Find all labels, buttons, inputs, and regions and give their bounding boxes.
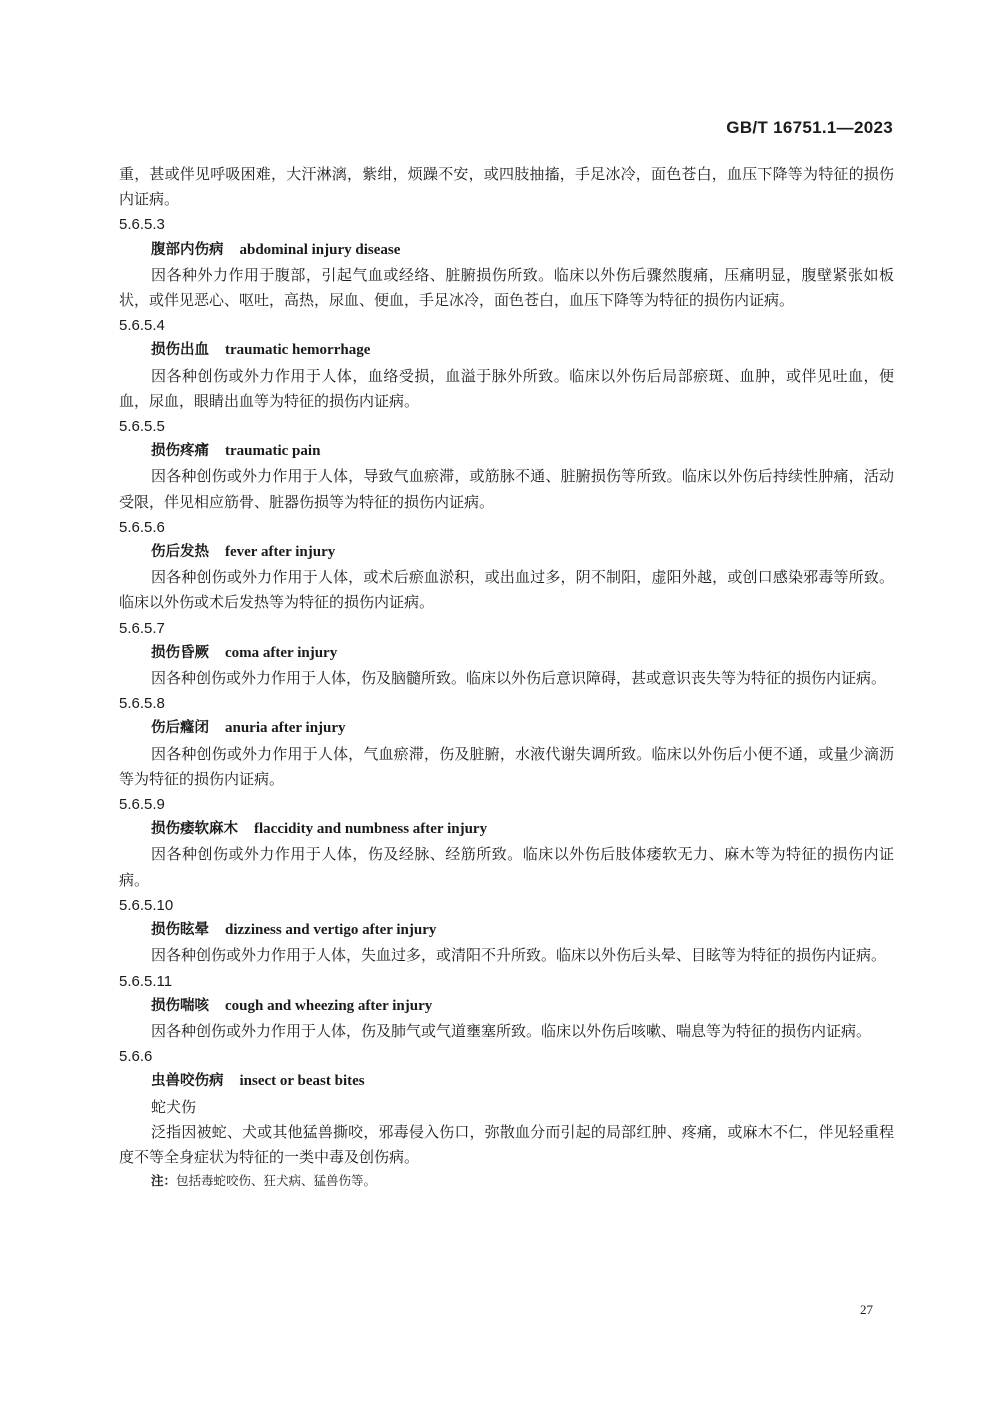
term-zh: 损伤出血 [151, 342, 209, 359]
term-en: anuria after injury [225, 720, 346, 737]
note-label: 注： [151, 1173, 177, 1189]
term-en: insect or beast bites [239, 1073, 365, 1090]
term-en: traumatic pain [225, 443, 321, 460]
entry-number: 5.6.5.5 [119, 418, 165, 436]
term-zh: 损伤昏厥 [151, 644, 209, 661]
entry-number: 5.6.5.6 [119, 518, 165, 536]
term-en: traumatic hemorrhage [225, 342, 371, 359]
entry-definition: 因各种创伤或外力作用于人体，伤及脑髓所致。临床以外伤后意识障碍，甚或意识丧失等为特征的损伤内证病。 [151, 669, 887, 688]
document-body [119, 162, 894, 1192]
entry [119, 212, 894, 313]
term-zh: 伤后癃闭 [151, 720, 209, 737]
entry-term [119, 716, 894, 741]
standard-code: GB/T 16751.1—2023 [726, 118, 893, 137]
entry-number: 5.6.5.11 [119, 972, 173, 990]
entry-term [119, 540, 894, 565]
section-synonym: 蛇犬伤 [151, 1097, 197, 1116]
term-zh: 损伤眩晕 [151, 922, 209, 939]
term-en: abdominal injury disease [239, 241, 401, 258]
entry [119, 616, 894, 692]
page-number: 27 [860, 1302, 873, 1317]
term-zh: 损伤痿软麻木 [151, 821, 238, 838]
section-note [119, 1170, 894, 1192]
entry-number: 5.6.5.10 [119, 896, 174, 914]
term-en: fever after injury [225, 544, 336, 561]
entry-definition: 因各种外力作用于腹部，引起气血或经络、脏腑损伤所致。临床以外伤后骤然腹痛，压痛明显，腹壁紧张如板状，或伴见恶心、呕吐，高热，尿血、便血，手足冰冷，面色苍白，血压下降等为特征的损伤内证病。 [119, 265, 894, 310]
entry-term [119, 338, 894, 363]
section-term [119, 1069, 894, 1094]
term-en: coma after injury [225, 644, 338, 661]
entry-term [119, 641, 894, 666]
term-en: dizziness and vertigo after injury [225, 922, 437, 939]
section-definition: 泛指因被蛇、犬或其他猛兽撕咬，邪毒侵入伤口，弥散血分而引起的局部红肿、疼痛，或麻木不仁，伴见轻重程度不等全身症状为特征的一类中毒及创伤病。 [119, 1122, 894, 1166]
entry-term [119, 238, 894, 263]
entry-definition: 因各种创伤或外力作用于人体，失血过多，或清阳不升所致。临床以外伤后头晕、目眩等为特征的损伤内证病。 [151, 946, 887, 965]
entry-term [119, 918, 894, 943]
entry-term [119, 439, 894, 464]
term-zh: 虫兽咬伤病 [151, 1073, 224, 1090]
entry [119, 414, 894, 515]
entry-term [119, 817, 894, 842]
entry [119, 313, 894, 414]
entry-definition: 因各种创伤或外力作用于人体，伤及经脉、经筋所致。临床以外伤后肢体痿软无力、麻木等为特征的损伤内证病。 [119, 845, 894, 889]
entry-definition: 因各种创伤或外力作用于人体，伤及肺气或气道壅塞所致。临床以外伤后咳嗽、喘息等为特征的损伤内证病。 [151, 1021, 872, 1040]
entry-definition: 因各种创伤或外力作用于人体，气血瘀滞，伤及脏腑，水液代谢失调所致。临床以外伤后小便不通，或量少滴沥等为特征的损伤内证病。 [119, 744, 894, 788]
section-number: 5.6.6 [119, 1048, 153, 1066]
entry-number: 5.6.5.8 [119, 695, 165, 713]
term-en: flaccidity and numbness after injury [254, 821, 488, 838]
entry-number: 5.6.5.3 [119, 216, 165, 234]
entry [119, 792, 894, 893]
entry [119, 969, 894, 1045]
entry-definition: 因各种创伤或外力作用于人体，血络受损，血溢于脉外所致。临床以外伤后局部瘀斑、血肿，或伴见吐血，便血，尿血，眼睛出血等为特征的损伤内证病。 [119, 366, 894, 410]
term-zh: 损伤疼痛 [151, 443, 209, 460]
entry-definition: 因各种创伤或外力作用于人体，或术后瘀血淤积，或出血过多，阴不制阳，虚阳外越，或创口感染邪毒等所致。临床以外伤或术后发热等为特征的损伤内证病。 [119, 568, 894, 612]
entry-term [119, 994, 894, 1019]
entry [119, 893, 894, 969]
entry-number: 5.6.5.4 [119, 317, 165, 335]
entry-number: 5.6.5.9 [119, 796, 165, 814]
continuation-text: 重，甚或伴见呼吸困难，大汗淋漓，紫绀，烦躁不安，或四肢抽搐，手足冰冷，面色苍白，血压下降等为特征的损伤内证病。 [119, 165, 894, 209]
entry-definition: 因各种创伤或外力作用于人体，导致气血瘀滞，或筋脉不通、脏腑损伤等所致。临床以外伤后持续性肿痛，活动受限，伴见相应筋骨、脏器伤损等为特征的损伤内证病。 [119, 467, 894, 511]
term-zh: 伤后发热 [151, 544, 209, 561]
entry [119, 515, 894, 616]
section-entry [119, 1044, 894, 1192]
entry-number: 5.6.5.7 [119, 619, 165, 637]
entry [119, 691, 894, 792]
term-zh: 损伤喘咳 [151, 997, 209, 1014]
note-text: 包括毒蛇咬伤、狂犬病、猛兽伤等。 [176, 1173, 377, 1189]
term-en: cough and wheezing after injury [225, 997, 433, 1014]
term-zh: 腹部内伤病 [151, 241, 224, 258]
